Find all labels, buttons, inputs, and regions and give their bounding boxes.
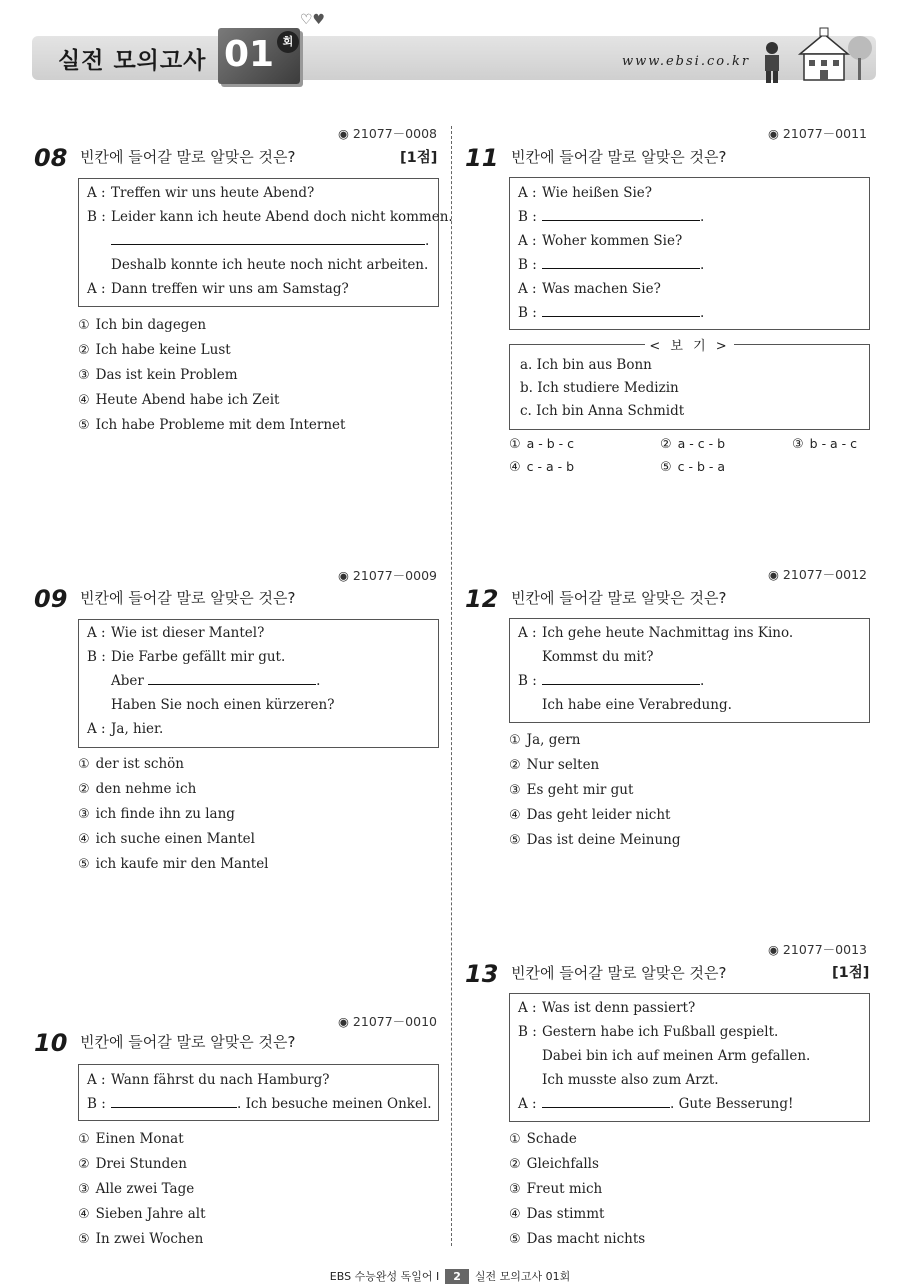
dialogue-line: Ich musste also zum Arzt. [542,1072,719,1088]
page-footer [0,1268,900,1284]
option-5[interactable]: ⑤ Ich habe Probleme mit dem Internet [78,417,346,433]
option-2[interactable]: ② den nehme ich [78,781,197,797]
dialogue-box [509,177,870,330]
dialogue-line: A : Was machen Sie? [518,281,661,297]
option-3[interactable]: ③ Es geht mir gut [509,782,634,798]
dialogue-line: B : . Ich besuche meinen Onkel. [87,1092,432,1116]
option-2[interactable]: ② Nur selten [509,757,600,773]
dialogue-line: A : . Gute Besserung! [518,1092,810,1116]
dialogue-box [509,993,870,1122]
option-2[interactable]: ② a - c - b [660,436,726,452]
option-4[interactable]: ④ ich suche einen Mantel [78,831,255,847]
bogi-box [509,339,870,430]
options-list [78,1127,206,1252]
option-1[interactable]: ① Ich bin dagegen [78,317,207,333]
option-1[interactable]: ① Schade [509,1131,577,1147]
question-number: 08 [34,144,68,172]
option-2[interactable]: ② Drei Stunden [78,1156,187,1172]
option-4[interactable]: ④ Das stimmt [509,1206,605,1222]
option-3[interactable]: ③ ich finde ihn zu lang [78,806,235,822]
option-5[interactable]: ⑤ ich kaufe mir den Mantel [78,856,269,872]
option-5[interactable]: ⑤ Das ist deine Meinung [509,832,681,848]
option-2[interactable]: ② Ich habe keine Lust [78,342,231,358]
footer-book-title: EBS 수능완성 독일어 Ⅰ [329,1270,440,1283]
dialogue-line: A : Wie heißen Sie? [518,185,653,201]
answer-blank [542,670,700,685]
dialogue-line: B : . [518,253,704,277]
dialogue-line: A : Was ist denn passiert? [518,1000,696,1016]
header-title: 실전 모의고사 [58,48,207,74]
option-1[interactable]: ① a - b - c [509,436,575,452]
option-5[interactable]: ⑤ c - b - a [660,459,726,475]
answer-blank [542,302,700,317]
question-code: ◉ 21077－0010 [338,1014,437,1029]
dialogue-line: A : Wie ist dieser Mantel? [87,625,265,641]
dialogue-line: B : Gestern habe ich Fußball gespielt. [518,1024,779,1040]
option-4[interactable]: ④ Heute Abend habe ich Zeit [78,392,280,408]
dialogue-box [78,178,453,307]
question-points: [1점] [832,965,870,981]
option-3[interactable]: ③ Freut mich [509,1181,603,1197]
dialogue-line: A : Woher kommen Sie? [518,233,683,249]
dialogue-line: B : . [518,205,704,229]
round-label: 회 [277,31,299,53]
dialogue-line: A : Wann fährst du nach Hamburg? [87,1072,330,1088]
question-code: ◉ 21077－0012 [768,567,867,582]
dialogue-line: Deshalb konnte ich heute noch nicht arbeiten. [111,257,429,273]
bogi-item: c. Ich bin Anna Schmidt [520,403,685,419]
option-1[interactable]: ① Einen Monat [78,1131,184,1147]
bogi-item: b. Ich studiere Medizin [520,380,679,396]
question-number: 10 [34,1029,68,1057]
dialogue-line: B : Leider kann ich heute Abend doch nicht kommen. [87,209,453,225]
answer-blank [111,230,425,245]
question-number: 09 [34,585,68,613]
question-number: 13 [465,960,499,988]
dialogue-line: Ich habe eine Verabredung. [542,697,732,713]
school-icon [794,24,874,84]
answer-blank [111,1093,237,1108]
dialogue-line: B : Die Farbe gefällt mir gut. [87,649,286,665]
dialogue-box [78,619,439,748]
question-number: 12 [465,585,499,613]
dialogue-box [509,618,870,723]
dialogue-line: B : . [518,669,793,693]
question-prompt: 빈칸에 들어갈 말로 알맞은 것은? [511,148,727,166]
option-1[interactable]: ① der ist schön [78,756,184,772]
question-prompt: 빈칸에 들어갈 말로 알맞은 것은? [80,148,296,166]
dialogue-line: B : . [518,301,704,325]
dialogue-line: A : Treffen wir uns heute Abend? [87,185,315,201]
dialogue-line: Dabei bin ich auf meinen Arm gefallen. [542,1048,811,1064]
option-5[interactable]: ⑤ In zwei Wochen [78,1231,204,1247]
bogi-title: < 보 기 > [645,339,733,354]
page-number: 2 [445,1269,469,1284]
dialogue-line: Kommst du mit? [542,649,654,665]
options-list [509,728,681,853]
question-number: 11 [465,144,499,172]
dialogue-line: A : Dann treffen wir uns am Samstag? [87,281,349,297]
hearts-icon: ♡♥ [300,12,326,28]
options-list [78,752,269,877]
answer-blank [542,1093,670,1108]
question-prompt: 빈칸에 들어갈 말로 알맞은 것은? [80,589,296,607]
option-3[interactable]: ③ Das ist kein Problem [78,367,238,383]
question-prompt: 빈칸에 들어갈 말로 알맞은 것은? [511,964,727,982]
exam-number: 01 [224,34,275,75]
option-4[interactable]: ④ Sieben Jahre alt [78,1206,206,1222]
answer-blank [542,254,700,269]
question-code: ◉ 21077－0011 [768,126,867,141]
option-5[interactable]: ⑤ Das macht nichts [509,1231,646,1247]
footer-section: 실전 모의고사 01회 [474,1270,571,1283]
options-list [509,1127,645,1252]
question-code: ◉ 21077－0008 [338,126,437,141]
question-points: [1점] [400,150,438,166]
bogi-item: a. Ich bin aus Bonn [520,357,652,373]
option-3[interactable]: ③ b - a - c [792,436,858,452]
dialogue-line: Aber . [87,669,334,693]
site-url: www.ebsi.co.kr [622,54,751,69]
dialogue-line: . [87,229,453,253]
question-prompt: 빈칸에 들어갈 말로 알맞은 것은? [511,589,727,607]
option-4[interactable]: ④ Das geht leider nicht [509,807,671,823]
option-3[interactable]: ③ Alle zwei Tage [78,1181,195,1197]
answer-blank [148,670,316,685]
student-icon [760,40,784,84]
dialogue-line: A : Ich gehe heute Nachmittag ins Kino. [518,625,794,641]
options-list [78,313,345,438]
question-code: ◉ 21077－0013 [768,942,867,957]
option-4[interactable]: ④ c - a - b [509,459,575,475]
dialogue-line: Haben Sie noch einen kürzeren? [111,697,335,713]
option-2[interactable]: ② Gleichfalls [509,1156,599,1172]
dialogue-line: A : Ja, hier. [87,721,164,737]
dialogue-box [78,1064,439,1121]
question-code: ◉ 21077－0009 [338,568,437,583]
option-1[interactable]: ① Ja, gern [509,732,581,748]
answer-blank [542,206,700,221]
question-prompt: 빈칸에 들어갈 말로 알맞은 것은? [80,1033,296,1051]
